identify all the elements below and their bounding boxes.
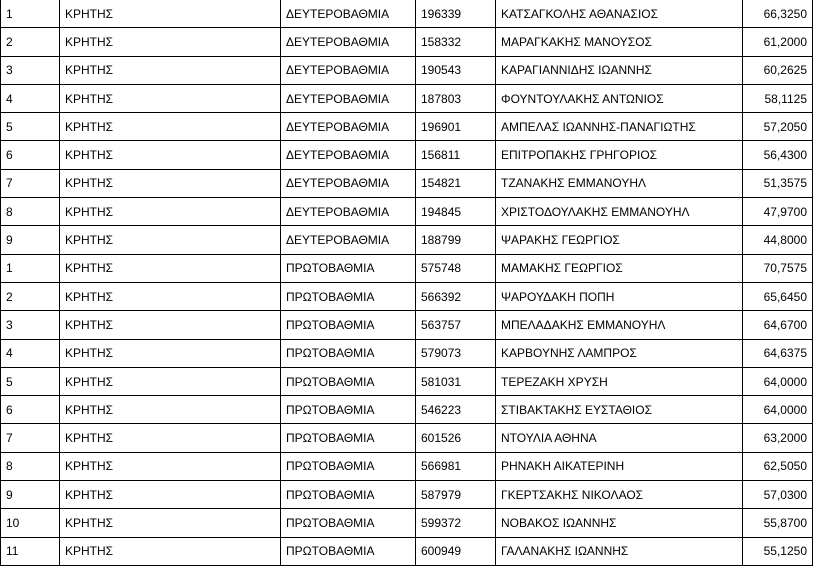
candidate-name-cell: ΚΑΡΑΓΙΑΝΝΙΔΗΣ ΙΩΑΝΝΗΣ [496, 56, 743, 84]
score-cell: 57,2050 [743, 113, 813, 141]
region-cell: ΚΡΗΤΗΣ [60, 113, 281, 141]
row-number-cell: 11 [1, 537, 60, 565]
score-cell: 61,2000 [743, 28, 813, 56]
education-level-cell: ΠΡΩΤΟΒΑΘΜΙΑ [281, 367, 416, 395]
row-number-cell: 1 [1, 254, 60, 282]
education-level-cell: ΠΡΩΤΟΒΑΘΜΙΑ [281, 311, 416, 339]
education-level-cell: ΠΡΩΤΟΒΑΘΜΙΑ [281, 254, 416, 282]
candidate-name-cell: ΝΤΟΥΛΙΑ ΑΘΗΝΑ [496, 424, 743, 452]
row-number-cell: 9 [1, 226, 60, 254]
region-cell: ΚΡΗΤΗΣ [60, 254, 281, 282]
row-number-cell: 6 [1, 141, 60, 169]
registration-id-cell: 196339 [416, 0, 496, 28]
registration-id-cell: 587979 [416, 481, 496, 509]
registration-id-cell: 196901 [416, 113, 496, 141]
registration-id-cell: 575748 [416, 254, 496, 282]
education-level-cell: ΔΕΥΤΕΡΟΒΑΘΜΙΑ [281, 169, 416, 197]
region-cell: ΚΡΗΤΗΣ [60, 226, 281, 254]
candidate-name-cell: ΑΜΠΕΛΑΣ ΙΩΑΝΝΗΣ-ΠΑΝΑΓΙΩΤΗΣ [496, 113, 743, 141]
table-row [1, 311, 813, 339]
candidate-name-cell: ΚΑΤΣΑΓΚΟΛΗΣ ΑΘΑΝΑΣΙΟΣ [496, 0, 743, 28]
score-cell: 63,2000 [743, 424, 813, 452]
candidate-name-cell: ΤΖΑΝΑΚΗΣ ΕΜΜΑΝΟΥΗΛ [496, 169, 743, 197]
registration-id-cell: 566392 [416, 282, 496, 310]
results-table-body [1, 0, 813, 565]
candidate-name-cell: ΓΑΛΑΝΑΚΗΣ ΙΩΑΝΝΗΣ [496, 537, 743, 565]
education-level-cell: ΔΕΥΤΕΡΟΒΑΘΜΙΑ [281, 113, 416, 141]
candidate-name-cell: ΧΡΙΣΤΟΔΟΥΛΑΚΗΣ ΕΜΜΑΝΟΥΗΛ [496, 198, 743, 226]
row-number-cell: 10 [1, 509, 60, 537]
registration-id-cell: 546223 [416, 396, 496, 424]
row-number-cell: 4 [1, 339, 60, 367]
score-cell: 56,4300 [743, 141, 813, 169]
score-cell: 57,0300 [743, 481, 813, 509]
row-number-cell: 8 [1, 198, 60, 226]
table-row [1, 452, 813, 480]
row-number-cell: 7 [1, 424, 60, 452]
education-level-cell: ΔΕΥΤΕΡΟΒΑΘΜΙΑ [281, 0, 416, 28]
region-cell: ΚΡΗΤΗΣ [60, 282, 281, 310]
row-number-cell: 4 [1, 84, 60, 112]
table-row [1, 169, 813, 197]
registration-id-cell: 579073 [416, 339, 496, 367]
candidate-name-cell: ΨΑΡΟΥΔΑΚΗ ΠΟΠΗ [496, 282, 743, 310]
table-row [1, 537, 813, 565]
row-number-cell: 5 [1, 113, 60, 141]
region-cell: ΚΡΗΤΗΣ [60, 84, 281, 112]
region-cell: ΚΡΗΤΗΣ [60, 0, 281, 28]
education-level-cell: ΠΡΩΤΟΒΑΘΜΙΑ [281, 509, 416, 537]
region-cell: ΚΡΗΤΗΣ [60, 339, 281, 367]
education-level-cell: ΠΡΩΤΟΒΑΘΜΙΑ [281, 452, 416, 480]
table-row [1, 198, 813, 226]
registration-id-cell: 600949 [416, 537, 496, 565]
region-cell: ΚΡΗΤΗΣ [60, 311, 281, 339]
table-row [1, 339, 813, 367]
registration-id-cell: 194845 [416, 198, 496, 226]
candidate-name-cell: ΦΟΥΝΤΟΥΛΑΚΗΣ ΑΝΤΩΝΙΟΣ [496, 84, 743, 112]
registration-id-cell: 566981 [416, 452, 496, 480]
candidate-name-cell: ΝΟΒΑΚΟΣ ΙΩΑΝΝΗΣ [496, 509, 743, 537]
region-cell: ΚΡΗΤΗΣ [60, 28, 281, 56]
row-number-cell: 2 [1, 28, 60, 56]
table-row [1, 0, 813, 28]
table-row [1, 56, 813, 84]
score-cell: 64,0000 [743, 396, 813, 424]
region-cell: ΚΡΗΤΗΣ [60, 509, 281, 537]
region-cell: ΚΡΗΤΗΣ [60, 537, 281, 565]
candidate-name-cell: ΣΤΙΒΑΚΤΑΚΗΣ ΕΥΣΤΑΘΙΟΣ [496, 396, 743, 424]
region-cell: ΚΡΗΤΗΣ [60, 452, 281, 480]
region-cell: ΚΡΗΤΗΣ [60, 396, 281, 424]
row-number-cell: 5 [1, 367, 60, 395]
score-cell: 55,8700 [743, 509, 813, 537]
table-row [1, 226, 813, 254]
table-row [1, 367, 813, 395]
score-cell: 60,2625 [743, 56, 813, 84]
region-cell: ΚΡΗΤΗΣ [60, 424, 281, 452]
table-row [1, 113, 813, 141]
registration-id-cell: 158332 [416, 28, 496, 56]
score-cell: 64,6700 [743, 311, 813, 339]
row-number-cell: 1 [1, 0, 60, 28]
score-cell: 64,0000 [743, 367, 813, 395]
education-level-cell: ΔΕΥΤΕΡΟΒΑΘΜΙΑ [281, 84, 416, 112]
table-row [1, 84, 813, 112]
row-number-cell: 2 [1, 282, 60, 310]
score-cell: 51,3575 [743, 169, 813, 197]
region-cell: ΚΡΗΤΗΣ [60, 198, 281, 226]
region-cell: ΚΡΗΤΗΣ [60, 481, 281, 509]
candidate-name-cell: ΚΑΡΒΟΥΝΗΣ ΛΑΜΠΡΟΣ [496, 339, 743, 367]
row-number-cell: 7 [1, 169, 60, 197]
candidate-name-cell: ΨΑΡΑΚΗΣ ΓΕΩΡΓΙΟΣ [496, 226, 743, 254]
row-number-cell: 3 [1, 56, 60, 84]
candidate-name-cell: ΜΑΡΑΓΚΑΚΗΣ ΜΑΝΟΥΣΟΣ [496, 28, 743, 56]
candidate-name-cell: ΜΑΜΑΚΗΣ ΓΕΩΡΓΙΟΣ [496, 254, 743, 282]
row-number-cell: 3 [1, 311, 60, 339]
score-cell: 58,1125 [743, 84, 813, 112]
registration-id-cell: 187803 [416, 84, 496, 112]
candidate-name-cell: ΕΠΙΤΡΟΠΑΚΗΣ ΓΡΗΓΟΡΙΟΣ [496, 141, 743, 169]
education-level-cell: ΠΡΩΤΟΒΑΘΜΙΑ [281, 339, 416, 367]
score-cell: 64,6375 [743, 339, 813, 367]
score-cell: 44,8000 [743, 226, 813, 254]
score-cell: 65,6450 [743, 282, 813, 310]
table-row [1, 254, 813, 282]
registration-id-cell: 563757 [416, 311, 496, 339]
education-level-cell: ΠΡΩΤΟΒΑΘΜΙΑ [281, 282, 416, 310]
table-row [1, 424, 813, 452]
education-level-cell: ΔΕΥΤΕΡΟΒΑΘΜΙΑ [281, 226, 416, 254]
score-cell: 66,3250 [743, 0, 813, 28]
registration-id-cell: 188799 [416, 226, 496, 254]
table-row [1, 282, 813, 310]
table-row [1, 396, 813, 424]
candidate-name-cell: ΓΚΕΡΤΣΑΚΗΣ ΝΙΚΟΛΑΟΣ [496, 481, 743, 509]
education-level-cell: ΔΕΥΤΕΡΟΒΑΘΜΙΑ [281, 198, 416, 226]
score-cell: 47,9700 [743, 198, 813, 226]
education-level-cell: ΔΕΥΤΕΡΟΒΑΘΜΙΑ [281, 56, 416, 84]
table-row [1, 481, 813, 509]
education-level-cell: ΔΕΥΤΕΡΟΒΑΘΜΙΑ [281, 28, 416, 56]
candidate-name-cell: ΡΗΝΑΚΗ ΑΙΚΑΤΕΡΙΝΗ [496, 452, 743, 480]
score-cell: 70,7575 [743, 254, 813, 282]
registration-id-cell: 190543 [416, 56, 496, 84]
candidate-name-cell: ΤΕΡΕΖΑΚΗ ΧΡΥΣΗ [496, 367, 743, 395]
region-cell: ΚΡΗΤΗΣ [60, 169, 281, 197]
candidate-name-cell: ΜΠΕΛΑΔΑΚΗΣ ΕΜΜΑΝΟΥΗΛ [496, 311, 743, 339]
table-row [1, 509, 813, 537]
region-cell: ΚΡΗΤΗΣ [60, 141, 281, 169]
row-number-cell: 8 [1, 452, 60, 480]
registration-id-cell: 154821 [416, 169, 496, 197]
registration-id-cell: 581031 [416, 367, 496, 395]
education-level-cell: ΔΕΥΤΕΡΟΒΑΘΜΙΑ [281, 141, 416, 169]
row-number-cell: 6 [1, 396, 60, 424]
education-level-cell: ΠΡΩΤΟΒΑΘΜΙΑ [281, 537, 416, 565]
education-level-cell: ΠΡΩΤΟΒΑΘΜΙΑ [281, 424, 416, 452]
table-row [1, 28, 813, 56]
region-cell: ΚΡΗΤΗΣ [60, 56, 281, 84]
score-cell: 55,1250 [743, 537, 813, 565]
registration-id-cell: 599372 [416, 509, 496, 537]
region-cell: ΚΡΗΤΗΣ [60, 367, 281, 395]
row-number-cell: 9 [1, 481, 60, 509]
table-row [1, 141, 813, 169]
education-level-cell: ΠΡΩΤΟΒΑΘΜΙΑ [281, 396, 416, 424]
score-cell: 62,5050 [743, 452, 813, 480]
education-level-cell: ΠΡΩΤΟΒΑΘΜΙΑ [281, 481, 416, 509]
registration-id-cell: 601526 [416, 424, 496, 452]
registration-id-cell: 156811 [416, 141, 496, 169]
